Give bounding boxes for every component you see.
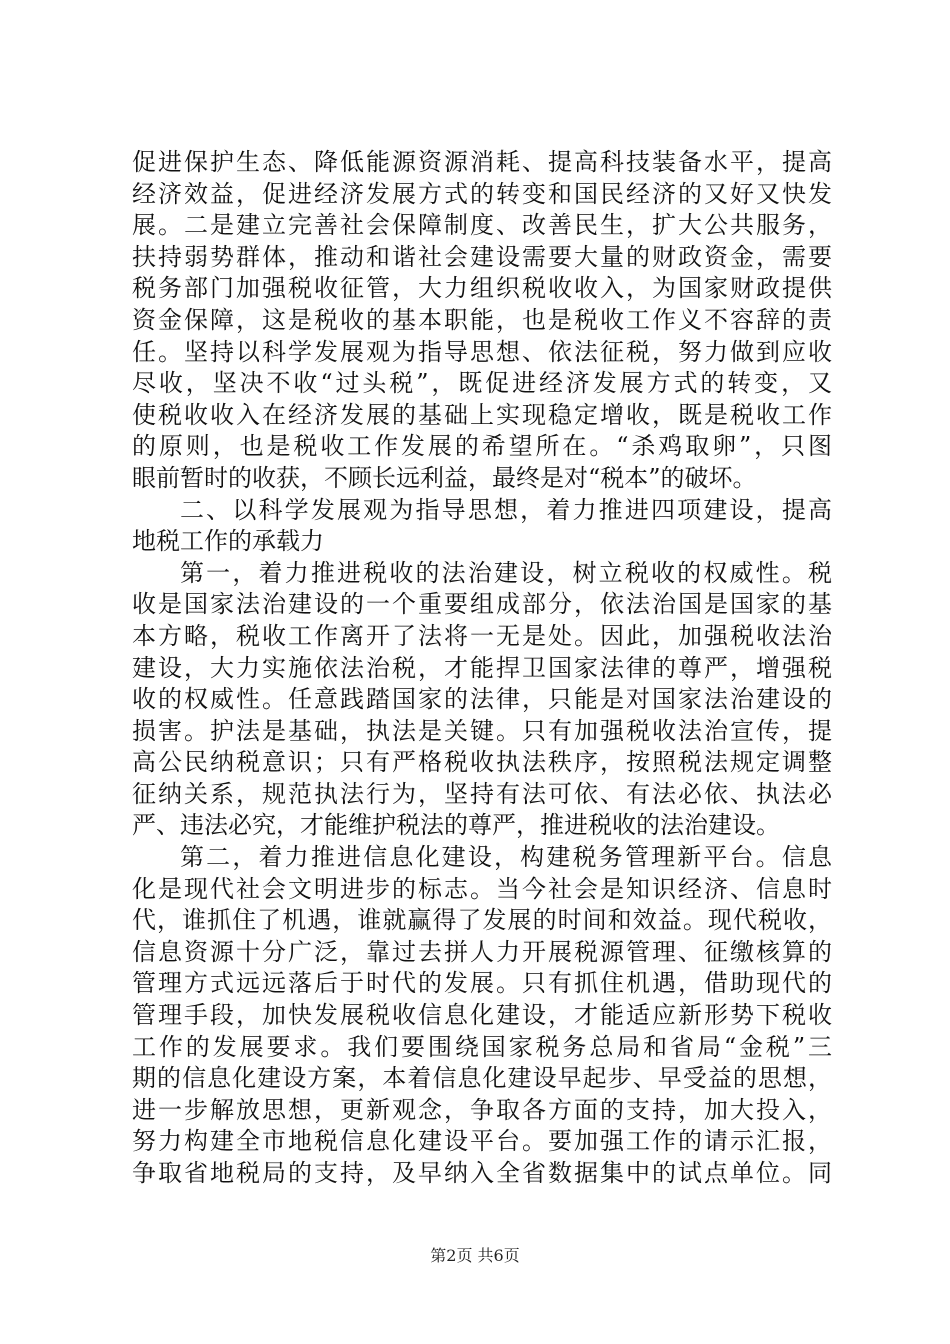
text-line: 经济效益，促进经济发展方式的转变和国民经济的又好又快发 bbox=[132, 179, 832, 208]
text-line: 代，谁抓住了机遇，谁就赢得了发展的时间和效益。现代税收， bbox=[132, 906, 832, 935]
text-line: 税务部门加强税收征管，大力组织税收收入，为国家财政提供 bbox=[132, 274, 832, 303]
text-line: 争取省地税局的支持，及早纳入全省数据集中的试点单位。同 bbox=[132, 1159, 832, 1187]
text-line: 促进保护生态、降低能源资源消耗、提高科技装备水平，提高 bbox=[132, 148, 832, 176]
section-heading-line: 地税工作的承载力 bbox=[132, 527, 324, 556]
text-line: 本方略，税收工作离开了法将一无是处。因此，加强税收法治 bbox=[132, 621, 832, 650]
text-line: 眼前暂时的收获，不顾长远利益，最终是对“税本”的破坏。 bbox=[132, 463, 757, 492]
text-line: 尽收，坚决不收“过头税”，既促进经济发展方式的转变，又 bbox=[132, 369, 832, 398]
text-line: 第一，着力推进税收的法治建设，树立税收的权威性。税 bbox=[180, 558, 832, 587]
text-line: 进一步解放思想，更新观念，争取各方面的支持，加大投入， bbox=[132, 1095, 832, 1124]
text-line: 使税收收入在经济发展的基础上实现稳定增收，既是税收工作 bbox=[132, 400, 832, 429]
text-line: 高公民纳税意识；只有严格税收执法秩序，按照税法规定调整 bbox=[132, 748, 832, 777]
text-line: 收是国家法治建设的一个重要组成部分，依法治国是国家的基 bbox=[132, 590, 832, 619]
text-line: 的原则，也是税收工作发展的希望所在。“杀鸡取卵”，只图 bbox=[132, 432, 832, 461]
text-line: 收的权威性。任意践踏国家的法律，只能是对国家法治建设的 bbox=[132, 685, 832, 714]
page-number-footer: 第2页 共6页 bbox=[430, 1246, 520, 1265]
text-line: 建设，大力实施依法治税，才能捍卫国家法律的尊严，增强税 bbox=[132, 653, 832, 682]
text-line: 信息资源十分广泛，靠过去拼人力开展税源管理、征缴核算的 bbox=[132, 937, 832, 966]
text-line: 期的信息化建设方案，本着信息化建设早起步、早受益的思想， bbox=[132, 1064, 832, 1093]
section-heading-line: 二、以科学发展观为指导思想，着力推进四项建设，提高 bbox=[180, 495, 832, 524]
text-line: 化是现代社会文明进步的标志。当今社会是知识经济、信息时 bbox=[132, 874, 832, 903]
text-line: 严、违法必究，才能维护税法的尊严，推进税收的法治建设。 bbox=[132, 811, 780, 840]
body-text bbox=[132, 147, 832, 1190]
text-line: 资金保障，这是税收的基本职能，也是税收工作义不容辞的责 bbox=[132, 305, 832, 334]
text-line: 任。坚持以科学发展观为指导思想、依法征税，努力做到应收 bbox=[132, 337, 832, 366]
text-line: 征纳关系，规范执法行为，坚持有法可依、有法必依、执法必 bbox=[132, 779, 832, 808]
text-line: 工作的发展要求。我们要围绕国家税务总局和省局“金税”三 bbox=[132, 1032, 832, 1061]
text-line: 损害。护法是基础，执法是关键。只有加强税收法治宣传，提 bbox=[132, 716, 832, 745]
text-line: 管理方式远远落后于时代的发展。只有抓住机遇，借助现代的 bbox=[132, 969, 832, 998]
text-line: 努力构建全市地税信息化建设平台。要加强工作的请示汇报， bbox=[132, 1127, 832, 1156]
text-line: 第二，着力推进信息化建设，构建税务管理新平台。信息 bbox=[180, 843, 832, 872]
text-line: 展。二是建立完善社会保障制度、改善民生，扩大公共服务， bbox=[132, 211, 832, 240]
text-line: 扶持弱势群体，推动和谐社会建设需要大量的财政资金，需要 bbox=[132, 242, 832, 271]
text-line: 管理手段，加快发展税收信息化建设，才能适应新形势下税收 bbox=[132, 1001, 832, 1030]
